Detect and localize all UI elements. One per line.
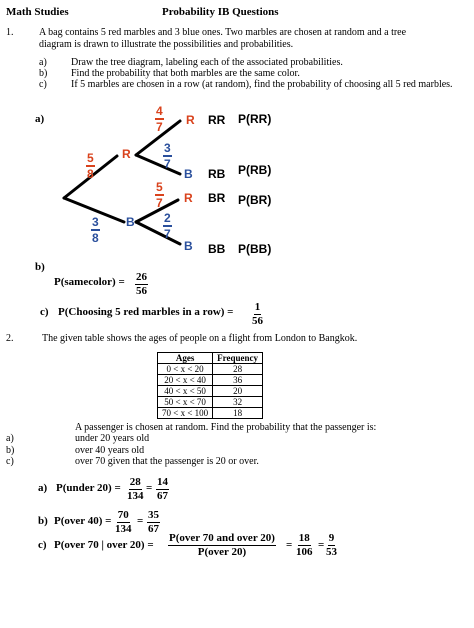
node-rb: B xyxy=(184,167,193,181)
q2-answer-c-equals2: = xyxy=(318,539,325,551)
node-first-red: R xyxy=(122,147,131,161)
table-row xyxy=(158,364,263,375)
outcome-rr: RR xyxy=(208,113,226,127)
q2-answer-c-fraction3: $\frac{9}{53}$ xyxy=(326,532,337,558)
q2-intro: The given table shows the ages of people on a flight from London to Bangkok. xyxy=(42,333,358,344)
q1-number: 1. xyxy=(6,27,14,38)
q2-answer-b-lhs: P(over 40) = xyxy=(54,515,112,527)
table-cell-frequency: 36 xyxy=(213,375,263,386)
fraction-rb: $\frac{3}{7}$ xyxy=(164,141,171,171)
table-row xyxy=(158,408,263,419)
q2-answer-c-equals1: = xyxy=(286,539,293,551)
answer-c-lhs: P(Choosing 5 red marbles in a row) = xyxy=(58,306,234,318)
q2-answer-b-equals: = xyxy=(137,515,144,527)
q2-part-a-label: a) xyxy=(6,433,14,444)
branch-rb xyxy=(136,155,180,174)
node-br: R xyxy=(184,191,193,205)
q2-number: 2. xyxy=(6,333,14,344)
fraction-first-red: $\frac{5}{8}$ xyxy=(87,151,94,181)
fraction-rr: $\frac{4}{7}$ xyxy=(156,104,163,134)
fraction-bb: $\frac{2}{7}$ xyxy=(164,211,171,241)
table-header-row xyxy=(158,353,263,364)
outcome-rb: RB xyxy=(208,167,226,181)
table-header-ages: Ages xyxy=(158,353,213,364)
q2-part-b-text: over 40 years old xyxy=(75,445,145,456)
q2-answer-a-equals: = xyxy=(146,482,153,494)
table-cell-ages: 50 < x < 70 xyxy=(158,397,213,408)
answer-c-label: c) xyxy=(40,306,49,318)
table-cell-frequency: 28 xyxy=(213,364,263,375)
q2-part-c-text: over 70 given that the passenger is 20 or over. xyxy=(75,456,259,467)
answer-a-label: a) xyxy=(35,113,45,125)
outcome-br: BR xyxy=(208,191,226,205)
prob-bb: P(BB) xyxy=(238,242,272,256)
q2-prompt: A passenger is chosen at random. Find the probability that the passenger is: xyxy=(75,422,377,433)
q1-part-c-label: c) xyxy=(39,79,47,90)
table-cell-ages: 0 < x < 20 xyxy=(158,364,213,375)
q1-part-b-label: b) xyxy=(39,68,48,79)
fraction-br: $\frac{5}{7}$ xyxy=(156,180,163,210)
node-rr: R xyxy=(186,113,195,127)
q2-answer-a-label: a) xyxy=(38,482,48,494)
table-cell-ages: 20 < x < 40 xyxy=(158,375,213,386)
q1-part-c-text: If 5 marbles are chosen in a row (at random), find the probability of choosing all 5 red marbles. xyxy=(71,79,453,90)
prob-br: P(BR) xyxy=(238,193,272,207)
q2-answer-a-lhs: P(under 20) = xyxy=(56,482,121,494)
q2-answer-c-fraction1: P(over 70 and over 20) P(over 20) xyxy=(169,532,275,558)
fraction-first-blue: $\frac{3}{8}$ xyxy=(92,215,99,245)
header-subject: Math Studies xyxy=(6,6,69,18)
q2-answer-a-fraction1: $\frac{28}{134}$ xyxy=(127,476,144,502)
table-row xyxy=(158,397,263,408)
table-cell-frequency: 18 xyxy=(213,408,263,419)
prob-rb: P(RB) xyxy=(238,163,272,177)
q2-answer-c-label: c) xyxy=(38,539,47,551)
table-cell-frequency: 20 xyxy=(213,386,263,397)
q2-answer-c-fraction2: $\frac{18}{106}$ xyxy=(296,532,313,558)
prob-rr: P(RR) xyxy=(238,112,272,126)
table-cell-ages: 70 < x < 100 xyxy=(158,408,213,419)
q1-intro-line2: diagram is drawn to illustrate the possibilities and probabilities. xyxy=(39,39,294,50)
q1-part-a-text: Draw the tree diagram, labeling each of the associated probabilities. xyxy=(71,57,343,68)
table-header-frequency: Frequency xyxy=(213,353,263,364)
table-row xyxy=(158,375,263,386)
q1-part-a-label: a) xyxy=(39,57,47,68)
q1-intro-line1: A bag contains 5 red marbles and 3 blue ones. Two marbles are chosen at random and a tree xyxy=(39,27,407,38)
q2-answer-c-lhs: P(over 70 | over 20) = xyxy=(54,539,154,551)
q2-answer-b-fraction1: $\frac{70}{134}$ xyxy=(115,509,132,535)
q2-part-a-text: under 20 years old xyxy=(75,433,150,444)
answer-b-label: b) xyxy=(35,261,45,273)
q2-answer-a-fraction2: $\frac{14}{67}$ xyxy=(157,476,168,502)
table-cell-frequency: 32 xyxy=(213,397,263,408)
answer-b-fraction: $\frac{26}{56}$ xyxy=(136,271,147,297)
answer-b-lhs: P(samecolor) = xyxy=(54,276,125,288)
q1-part-b-text: Find the probability that both marbles are the same color. xyxy=(71,68,300,79)
outcome-bb: BB xyxy=(208,242,226,256)
table-cell-ages: 40 < x < 50 xyxy=(158,386,213,397)
q2-part-b-label: b) xyxy=(6,445,15,456)
page-title: Probability IB Questions xyxy=(162,6,279,18)
node-bb: B xyxy=(184,239,193,253)
q2-answer-b-fraction2: $\frac{35}{67}$ xyxy=(148,509,159,535)
table-row xyxy=(158,386,263,397)
answer-c-fraction: $\frac{1}{56}$ xyxy=(252,301,263,327)
node-first-blue: B xyxy=(126,215,135,229)
q2-part-c-label: c) xyxy=(6,456,14,467)
ages-frequency-table xyxy=(157,352,263,419)
q2-answer-b-label: b) xyxy=(38,515,48,527)
branch-bb xyxy=(136,222,180,244)
